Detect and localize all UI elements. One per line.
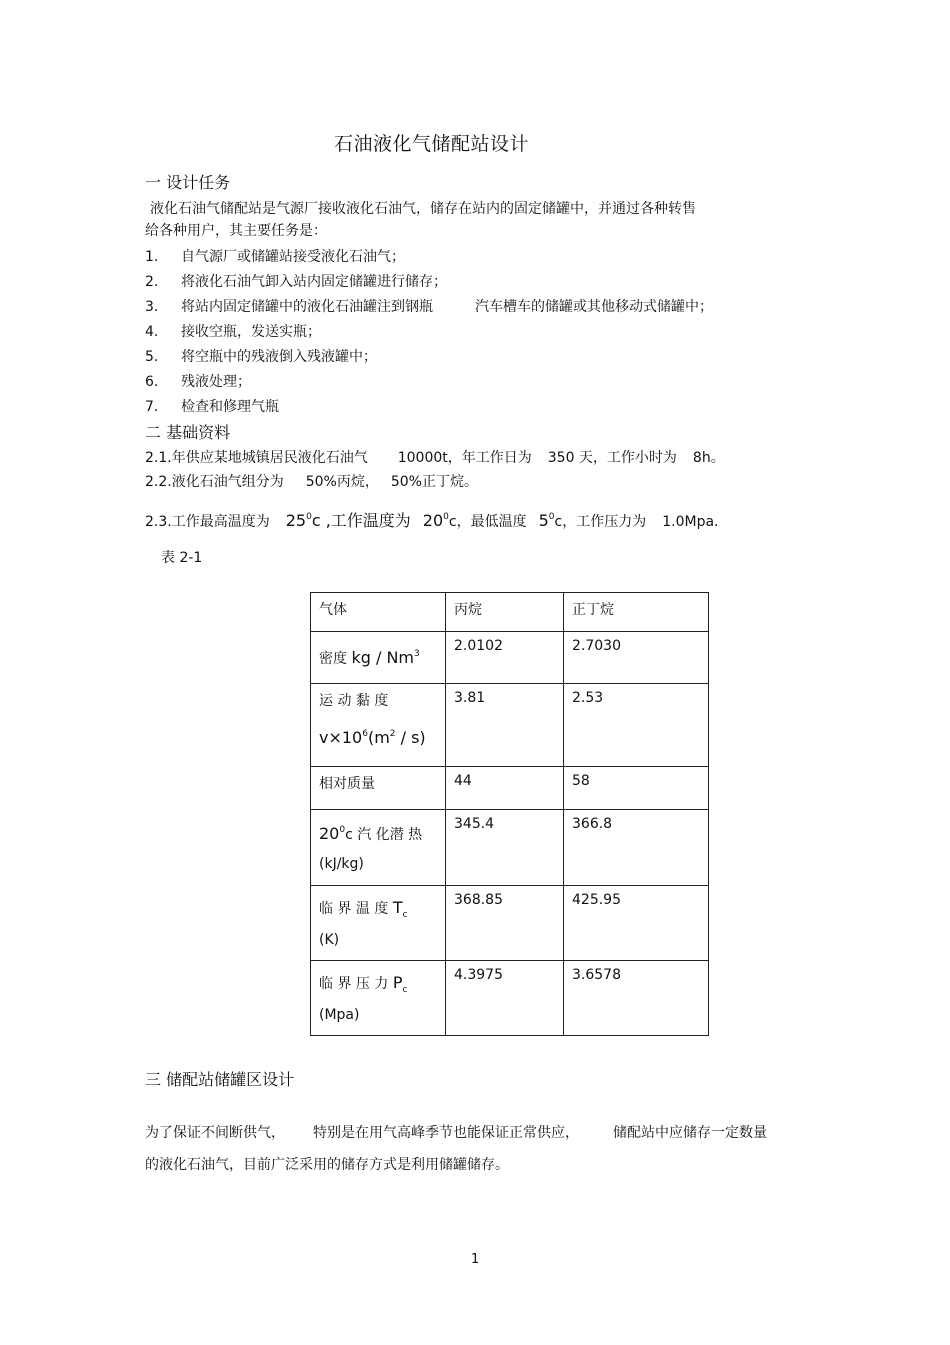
table-cell: 4.3975	[446, 961, 564, 1036]
task-item-7: 7. 检查和修理气瓶	[145, 399, 279, 415]
intro-line-2: 给各种用户，其主要任务是：	[145, 223, 327, 239]
table-cell: 368.85	[446, 886, 564, 961]
storage-paragraph-line-2: 的液化石油气，目前广泛采用的储存方式是利用储罐储存。	[145, 1157, 509, 1173]
table-cell: $20^0c$ 汽 化潜 热 (kJ/kg)	[311, 810, 446, 886]
intro-line-1: 液化石油气储配站是气源厂接收液化石油气，储存在站内的固定储罐中，并通过各种转售	[150, 201, 696, 217]
table-cell: 临 界 温 度 $T_c$ (K)	[311, 886, 446, 961]
table-row	[311, 810, 709, 886]
table-cell: 2.53	[564, 684, 709, 767]
table-caption: 表 2-1	[161, 550, 203, 566]
page-title: 石油液化气储配站设计	[334, 133, 530, 155]
task-item-3: 3. 将站内固定储罐中的液化石油罐注到钢瓶 汽车槽车的储罐或其他移动式储罐中；	[145, 299, 713, 315]
task-item-6: 6. 残液处理；	[145, 374, 251, 390]
table-cell: 2.7030	[564, 632, 709, 684]
storage-paragraph-line-1: 为了保证不间断供气， 特别是在用气高峰季节也能保证正常供应， 储配站中应储存一定数量	[145, 1125, 767, 1141]
table-cell: 345.4	[446, 810, 564, 886]
table-cell: 临 界 压 力 $P_c$ (Mpa)	[311, 961, 446, 1036]
task-item-2: 2. 将液化石油气卸入站内固定储罐进行储存；	[145, 274, 447, 290]
table-header: 气体	[311, 593, 446, 632]
viscosity-label: 运 动 黏 度	[319, 693, 389, 709]
section-heading-2: 二 基础资料	[145, 423, 231, 442]
table-row	[311, 767, 709, 810]
basic-data-line-3: 2.3.工作最高温度为 $25^0c$ ,工作温度为 $20^0c$，最低温度 $5^0c$，工作压力为 1.0Mpa.	[145, 511, 719, 530]
task-item-5: 5. 将空瓶中的残液倒入残液罐中；	[145, 349, 377, 365]
basic-data-line-1: 2.1.年供应某地城镇居民液化石油气 10000t，年工作日为 350 天，工作小时为 8h。	[145, 450, 725, 466]
viscosity-unit: $v\times 10^6(m^2 / s)$	[319, 728, 426, 747]
table-cell: 3.81	[446, 684, 564, 767]
page-number: 1	[471, 1252, 480, 1267]
section-heading-1: 一 设计任务	[145, 173, 231, 192]
section-heading-3: 三 储配站储罐区设计	[145, 1070, 295, 1089]
table-row	[311, 593, 709, 632]
table-row	[311, 961, 709, 1036]
table-row	[311, 632, 709, 684]
basic-data-line-2: 2.2.液化石油气组分为 50%丙烷， 50%正丁烷。	[145, 474, 478, 490]
table-cell: 相对质量	[311, 767, 446, 810]
table-header: 正丁烷	[564, 593, 709, 632]
table-cell: 密度 kg / Nm$^3$	[311, 632, 446, 684]
task-item-1: 1. 自气源厂或储罐站接受液化石油气；	[145, 249, 405, 265]
table-cell: 425.95	[564, 886, 709, 961]
table-cell: 366.8	[564, 810, 709, 886]
table-header: 丙烷	[446, 593, 564, 632]
table-row	[311, 684, 709, 767]
table-cell: 3.6578	[564, 961, 709, 1036]
table-cell: 44	[446, 767, 564, 810]
table-cell: 2.0102	[446, 632, 564, 684]
task-item-4: 4. 接收空瓶，发送实瓶；	[145, 324, 321, 340]
gas-properties-table	[310, 592, 709, 1036]
table-cell: 58	[564, 767, 709, 810]
table-cell	[311, 684, 446, 767]
table-row	[311, 886, 709, 961]
